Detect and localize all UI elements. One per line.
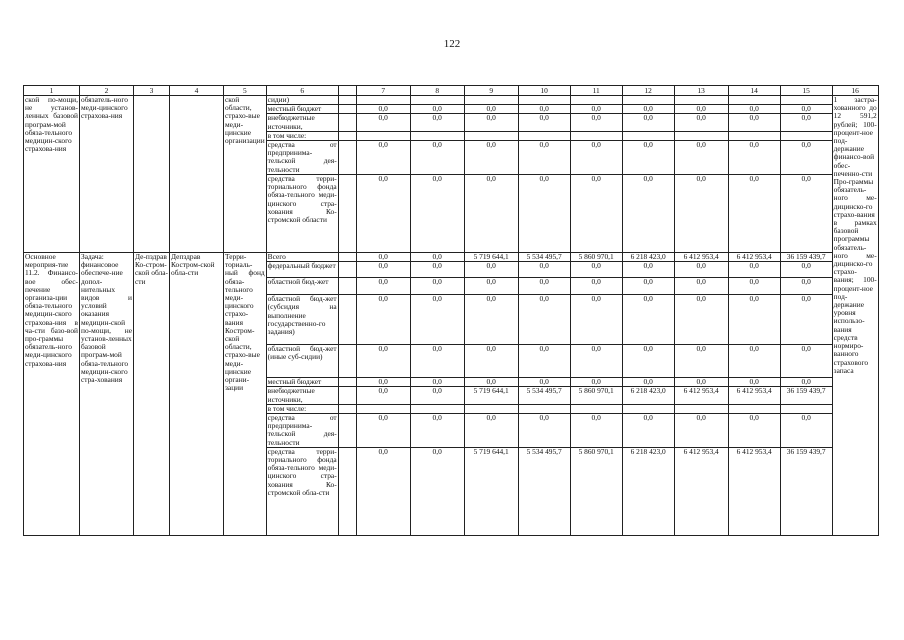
value-cell: 0,0	[570, 141, 622, 175]
funding-source-label: внебюджетные источники,	[266, 387, 338, 404]
value-cell: 0,0	[464, 262, 518, 278]
value-cell	[464, 404, 518, 413]
funding-source-label: средства терри-ториального фонда обяза-тельного меди-цинского стра-хования Ко-стромской обла-сти	[266, 447, 338, 535]
table-row	[24, 253, 879, 262]
block2-col1-cell: Основное мероприя-тие 11.2. Финансо-вое обес-печение организа-ции обяза-тельного медицин-ского страхова-ния в ча-сти базо-вой про-граммы обязатель-ного меди-цинского страхова-ния	[24, 253, 80, 536]
funding-source-label: федеральный бюджет	[266, 262, 338, 278]
value-cell: 0,0	[410, 345, 464, 378]
column-number-cell: 9	[464, 86, 518, 96]
column-number-row	[24, 86, 879, 96]
value-cell: 0,0	[622, 414, 674, 448]
value-cell: 0,0	[518, 295, 570, 345]
value-cell	[674, 131, 728, 140]
value-cell: 0,0	[356, 295, 410, 345]
value-cell	[356, 404, 410, 413]
empty-cell	[338, 295, 356, 345]
column-number-cell: 6	[266, 86, 338, 96]
value-cell: 0,0	[518, 278, 570, 295]
target-indicator-cell: 1 застра-хованного до 12 591,2 рублей; 100-процент-ное под-держание финансо-вой обес-печенно-сти Про-граммы обязатель-ного ме-дицинско-го страхо-вания в рамках базовой программы обязатель-ного ме-дицинско-го страхо-вания; 100-процент-ное под-держание уровня использо-вания средств нормиро-ванного страхового запаса	[832, 96, 878, 536]
empty-cell	[338, 447, 356, 535]
empty-cell	[338, 387, 356, 404]
column-number-cell: 5	[224, 86, 267, 96]
value-cell: 5 860 970,1	[570, 253, 622, 262]
value-cell: 0,0	[518, 141, 570, 175]
value-cell: 5 719 644,1	[464, 387, 518, 404]
value-cell: 0,0	[518, 262, 570, 278]
value-cell: 5 860 970,1	[570, 387, 622, 404]
funding-source-label: сидии)	[266, 96, 338, 105]
value-cell: 0,0	[780, 295, 832, 345]
column-number-cell: 7	[356, 86, 410, 96]
value-cell: 0,0	[728, 295, 780, 345]
value-cell: 0,0	[674, 141, 728, 175]
value-cell: 0,0	[410, 414, 464, 448]
value-cell	[410, 96, 464, 105]
value-cell: 0,0	[622, 278, 674, 295]
value-cell	[570, 96, 622, 105]
column-number-cell: 13	[674, 86, 728, 96]
column-number-cell: 12	[622, 86, 674, 96]
block1-col3-cell	[134, 96, 170, 253]
empty-cell	[338, 96, 356, 105]
value-cell: 0,0	[674, 262, 728, 278]
value-cell: 0,0	[464, 114, 518, 131]
value-cell: 6 218 423,0	[622, 387, 674, 404]
empty-cell	[338, 404, 356, 413]
value-cell: 6 412 953,4	[728, 447, 780, 535]
value-cell: 6 412 953,4	[728, 253, 780, 262]
funding-source-label: в том числе:	[266, 404, 338, 413]
value-cell: 0,0	[780, 414, 832, 448]
value-cell: 0,0	[780, 105, 832, 114]
value-cell	[780, 131, 832, 140]
column-number-cell: 11	[570, 86, 622, 96]
value-cell: 0,0	[728, 345, 780, 378]
value-cell	[410, 404, 464, 413]
funding-source-label: в том числе:	[266, 131, 338, 140]
empty-cell	[338, 345, 356, 378]
value-cell	[518, 404, 570, 413]
value-cell: 0,0	[356, 387, 410, 404]
value-cell: 0,0	[674, 414, 728, 448]
value-cell: 0,0	[410, 175, 464, 253]
value-cell: 6 412 953,4	[674, 447, 728, 535]
value-cell: 0,0	[780, 141, 832, 175]
value-cell: 0,0	[356, 378, 410, 387]
column-number-cell: 3	[134, 86, 170, 96]
value-cell: 0,0	[728, 378, 780, 387]
value-cell: 5 534 495,7	[518, 253, 570, 262]
value-cell: 0,0	[464, 278, 518, 295]
value-cell: 36 159 439,7	[780, 447, 832, 535]
funding-source-label: средства терри-ториального фонда обяза-тельного меди-цинского стра-хования Ко-стромской области	[266, 175, 338, 253]
funding-source-label: внебюджетные источники,	[266, 114, 338, 131]
value-cell: 0,0	[622, 262, 674, 278]
funding-source-label: областной бюд-жет (иные суб-сидии)	[266, 345, 338, 378]
value-cell: 0,0	[356, 447, 410, 535]
value-cell: 5 534 495,7	[518, 447, 570, 535]
value-cell: 0,0	[570, 295, 622, 345]
column-number-cell: 16	[832, 86, 878, 96]
value-cell: 0,0	[674, 105, 728, 114]
value-cell	[780, 404, 832, 413]
value-cell: 6 412 953,4	[728, 387, 780, 404]
empty-cell	[338, 378, 356, 387]
value-cell	[622, 96, 674, 105]
value-cell: 0,0	[518, 378, 570, 387]
value-cell: 6 218 423,0	[622, 253, 674, 262]
value-cell: 0,0	[570, 105, 622, 114]
empty-cell	[338, 414, 356, 448]
value-cell: 0,0	[518, 114, 570, 131]
page-number: 122	[443, 38, 461, 50]
value-cell: 0,0	[410, 253, 464, 262]
value-cell: 0,0	[674, 114, 728, 131]
value-cell: 0,0	[674, 345, 728, 378]
table-row	[24, 96, 879, 105]
value-cell: 0,0	[570, 378, 622, 387]
value-cell: 0,0	[518, 175, 570, 253]
value-cell: 36 159 439,7	[780, 253, 832, 262]
value-cell	[622, 131, 674, 140]
funding-source-label: местный бюджет	[266, 105, 338, 114]
value-cell: 0,0	[410, 141, 464, 175]
value-cell	[356, 96, 410, 105]
value-cell: 0,0	[356, 175, 410, 253]
column-number-cell: 8	[410, 86, 464, 96]
empty-cell	[338, 141, 356, 175]
value-cell: 6 412 953,4	[674, 387, 728, 404]
block2-col3-cell: Де-пздрав Ко-стром-ской обла-сти	[134, 253, 170, 536]
empty-cell	[338, 262, 356, 278]
value-cell: 0,0	[622, 141, 674, 175]
value-cell	[410, 131, 464, 140]
value-cell: 0,0	[728, 141, 780, 175]
value-cell: 0,0	[410, 262, 464, 278]
column-number-cell: 14	[728, 86, 780, 96]
value-cell: 0,0	[464, 345, 518, 378]
value-cell: 0,0	[410, 295, 464, 345]
value-cell: 0,0	[570, 262, 622, 278]
block2-col5-cell: Терри-ториаль-ный фонд обяза-тельного меди-цинского страхо-вания Костром-ской области, страхо-вые меди-цинские органи-зации	[224, 253, 267, 536]
value-cell: 0,0	[780, 175, 832, 253]
empty-cell	[338, 253, 356, 262]
value-cell: 0,0	[780, 262, 832, 278]
value-cell: 0,0	[464, 378, 518, 387]
value-cell: 0,0	[570, 278, 622, 295]
value-cell: 0,0	[674, 278, 728, 295]
value-cell	[674, 96, 728, 105]
funding-source-label: местный бюджет	[266, 378, 338, 387]
value-cell: 0,0	[728, 414, 780, 448]
value-cell: 0,0	[570, 175, 622, 253]
value-cell	[570, 131, 622, 140]
block1-col2-cell: обязатель-ного меди-цинского страхова-ния	[80, 96, 134, 253]
value-cell: 0,0	[356, 114, 410, 131]
value-cell: 0,0	[410, 447, 464, 535]
empty-cell	[338, 131, 356, 140]
empty-cell	[338, 175, 356, 253]
value-cell: 0,0	[410, 278, 464, 295]
value-cell: 0,0	[356, 414, 410, 448]
value-cell: 0,0	[356, 278, 410, 295]
value-cell	[518, 131, 570, 140]
value-cell: 0,0	[464, 295, 518, 345]
column-number-cell	[338, 86, 356, 96]
value-cell	[518, 96, 570, 105]
program-financing-table	[23, 85, 879, 536]
column-number-cell: 4	[170, 86, 224, 96]
funding-source-label: областной бюд-жет (субсидия на выполнение государственно-го задания)	[266, 295, 338, 345]
value-cell: 0,0	[518, 105, 570, 114]
value-cell: 5 719 644,1	[464, 447, 518, 535]
value-cell: 0,0	[780, 278, 832, 295]
value-cell: 6 412 953,4	[674, 253, 728, 262]
value-cell: 0,0	[570, 414, 622, 448]
funding-source-label: средства от предпринима-тельской дея-тельности	[267, 140, 337, 174]
value-cell: 0,0	[728, 278, 780, 295]
value-cell: 0,0	[356, 105, 410, 114]
value-cell: 5 534 495,7	[518, 387, 570, 404]
value-cell: 0,0	[622, 105, 674, 114]
value-cell: 0,0	[728, 105, 780, 114]
funding-source-label: областной бюд-жет	[266, 278, 338, 295]
funding-source-label: Всего	[266, 253, 338, 262]
value-cell: 0,0	[464, 105, 518, 114]
block2-col2-cell: Задача: финансовое обеспече-ние допол-нительных видов и условий оказания медицин-ской по-мощи, не установ-ленных базовой програм-мой обяза-тельного медицин-ского стра-хования	[80, 253, 134, 536]
value-cell	[780, 96, 832, 105]
value-cell: 0,0	[356, 141, 410, 175]
value-cell: 0,0	[780, 345, 832, 378]
value-cell: 0,0	[622, 175, 674, 253]
funding-source-label: средства от предпринима-тельской дея-тельности	[267, 413, 337, 447]
value-cell	[356, 131, 410, 140]
value-cell: 0,0	[464, 175, 518, 253]
value-cell	[728, 96, 780, 105]
empty-cell	[338, 105, 356, 114]
column-number-cell: 2	[80, 86, 134, 96]
value-cell: 0,0	[356, 253, 410, 262]
value-cell: 0,0	[464, 141, 518, 175]
value-cell	[674, 404, 728, 413]
value-cell: 0,0	[780, 114, 832, 131]
value-cell	[728, 131, 780, 140]
column-number-cell: 10	[518, 86, 570, 96]
value-cell: 0,0	[622, 378, 674, 387]
value-cell: 0,0	[622, 345, 674, 378]
value-cell: 0,0	[356, 262, 410, 278]
value-cell: 0,0	[674, 378, 728, 387]
value-cell: 0,0	[518, 414, 570, 448]
value-cell: 0,0	[464, 414, 518, 448]
value-cell	[464, 131, 518, 140]
value-cell: 0,0	[728, 114, 780, 131]
value-cell: 6 218 423,0	[622, 447, 674, 535]
block1-col4-cell	[170, 96, 224, 253]
column-number-cell: 15	[780, 86, 832, 96]
value-cell	[570, 404, 622, 413]
value-cell: 0,0	[674, 175, 728, 253]
value-cell: 0,0	[674, 295, 728, 345]
value-cell: 0,0	[410, 105, 464, 114]
value-cell: 0,0	[780, 378, 832, 387]
value-cell: 0,0	[622, 295, 674, 345]
value-cell: 5 719 644,1	[464, 253, 518, 262]
value-cell: 5 860 970,1	[570, 447, 622, 535]
block1-col5-cell: ской области, страхо-вые меди-цинские организации	[224, 96, 267, 253]
column-number-cell: 1	[24, 86, 80, 96]
empty-cell	[338, 278, 356, 295]
block2-col4-cell: Депздрав Костром-ской обла-сти	[170, 253, 224, 536]
value-cell: 0,0	[728, 175, 780, 253]
value-cell: 0,0	[410, 114, 464, 131]
value-cell: 0,0	[518, 345, 570, 378]
value-cell: 0,0	[728, 262, 780, 278]
value-cell: 0,0	[356, 345, 410, 378]
value-cell	[728, 404, 780, 413]
value-cell: 0,0	[622, 114, 674, 131]
value-cell	[622, 404, 674, 413]
value-cell: 0,0	[570, 345, 622, 378]
value-cell: 36 159 439,7	[780, 387, 832, 404]
value-cell: 0,0	[410, 387, 464, 404]
block1-col1-cell: ской по-мощи, не установ-ленных базовой програм-мой обяза-тельного медицин-ского страхова-ния	[24, 96, 80, 253]
value-cell: 0,0	[410, 378, 464, 387]
value-cell: 0,0	[570, 114, 622, 131]
value-cell	[464, 96, 518, 105]
empty-cell	[338, 114, 356, 131]
